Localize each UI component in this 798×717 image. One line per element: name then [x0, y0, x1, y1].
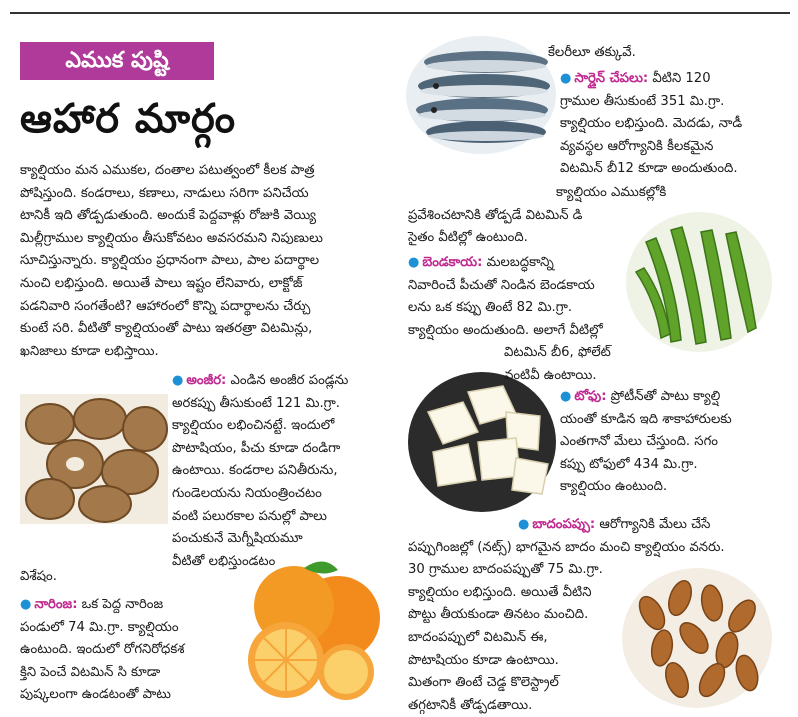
anjeera-last: విశేషం.	[20, 569, 57, 584]
okra-image	[626, 212, 772, 352]
anjeera-line: క్యాల్షియం లభించినట్టే. ఇందులో	[172, 418, 335, 434]
sardine-line: గ్రాముల తీసుకుంటే 351 మి.గ్రా.	[560, 93, 725, 109]
sardine-continued: క్యాల్షియం ఎముకల్లోకి ప్రవేశించటానికి తోడ్పడే విటమిన్ డి సైతం వీటిల్లో ఉంటుంది.	[408, 182, 634, 250]
sardine-first: వీటిని 120	[652, 71, 711, 86]
baadampappu-line: పొటాషియం కూడా ఉంటాయి.	[408, 652, 559, 668]
baadampappu-line: బాదంపప్పులో విటమిన్ ఈ,	[408, 629, 548, 645]
anjeera-first: ఎండిన అంజీర పండ్లను	[230, 373, 349, 388]
baadampappu-line: 30 గ్రాముల బాదంపప్పుతో 75 మి.గ్రా.	[408, 562, 603, 578]
sardine-line: క్యాల్షియం లభిస్తుంది. మెదడు, నాడీ	[560, 116, 743, 132]
intro-line: కుంటే సరి. వీటితో క్యాల్షియంతో పాటు ఇతరత్రా విటమిన్లు,	[20, 321, 313, 337]
sardine-section	[560, 68, 774, 181]
bendakaaya-first: మలబద్ధకాన్ని	[486, 255, 554, 270]
naarinja-line: క్తిని పెంచే విటమిన్ సి కూడా	[20, 664, 161, 680]
anjeera-label: అంజీర:	[186, 373, 227, 388]
intro-paragraph	[20, 160, 394, 363]
anjeera-line: గుండెలయను నియంత్రించటం	[172, 485, 322, 501]
baadampappu-section	[408, 514, 774, 717]
bullet-icon: ●	[408, 255, 420, 270]
bullet-icon: ●	[20, 597, 32, 612]
intro-line: సూచిస్తున్నారు. క్యాల్షియం ప్రధానంగా పాలు, పాల పదార్థాల	[20, 253, 320, 269]
sardine-label: సార్డైన్ చేపలు:	[574, 71, 649, 86]
sardine-line: వ్యవస్థల ఆరోగ్యానికి కీలకమైన	[560, 138, 714, 154]
bullet-icon: ●	[518, 517, 530, 532]
intro-line: క్యాల్షియం మన ఎముకల, దంతాల పటుత్వంలో కీలక పాత్ర	[20, 163, 315, 178]
anjeera-line: వీటితో లభిస్తుండటం	[172, 553, 276, 569]
bullet-icon: ●	[560, 71, 572, 86]
anjeera-line: పంచుకునే మెగ్నీషియమూ	[172, 531, 303, 547]
bullet-icon: ●	[560, 389, 572, 404]
bendakaaya-line: వంటివీ ఉంటాయి.	[504, 367, 597, 383]
bendakaaya-line: నివారించే పీచుతో నిండిన బెండకాయ	[408, 277, 595, 293]
naarinja-label: నారింజ:	[34, 597, 78, 612]
baadampappu-line: క్యాల్షియం లభిస్తుంది. అయితే వీటిని	[408, 584, 592, 600]
intro-line: టానికీ ఇది తోడ్పడుతుంది. అందుకే పెద్దవాళ్లు రోజుకి వెయ్యి	[20, 208, 317, 224]
section-tag: ఎముక పుష్టి	[20, 42, 214, 80]
bendakaaya-section	[408, 252, 628, 388]
tofu-label: టోఫు:	[574, 389, 607, 404]
intro-line: ఖనిజాలు కూడా లభిస్తాయి.	[20, 343, 159, 359]
tofu-image	[408, 372, 556, 512]
baadampappu-line: మితంగా తింటే చెడ్డ కొలెస్ట్రాల్	[408, 675, 559, 691]
baadampappu-line: తగ్గటానికీ తోడ్పడతాయి.	[408, 697, 533, 713]
intro-line: పోషిస్తుంది. కండరాలు, కణాలు, నాడులు సరిగా పనిచేయ	[20, 185, 309, 201]
intro-line: మిల్లీగ్రాముల క్యాల్షియం తీసుకోవటం అవసరమని నిపుణులు	[20, 230, 323, 246]
tofu-first: ప్రోటీన్‌తో పాటు క్యాల్షి	[610, 389, 721, 404]
sardine-line: ప్రవేశించటానికి తోడ్పడే విటమిన్ డి	[408, 207, 583, 223]
naarinja-line: పుష్కలంగా ఉండటంతో పాటు	[20, 687, 171, 703]
bullet-icon: ●	[172, 373, 184, 388]
sardine-line: సైతం వీటిల్లో ఉంటుంది.	[408, 230, 528, 246]
intro-line: నుంచి లభిస్తుంది. అయితే పాలు ఇష్టం లేనివారు, లాక్టోజ్	[20, 275, 303, 291]
naarinja-section	[20, 594, 234, 707]
naarinja-line: పండులో 74 మి.గ్రా. క్యాల్షియం	[20, 619, 179, 635]
bendakaaya-line: లను ఒక కప్పు తింటే 82 మి.గ్రా.	[408, 300, 573, 316]
right-top-line: కేలరీలూ తక్కువే.	[548, 45, 636, 60]
baadampappu-first: ఆరోగ్యానికి మేలు చేసే	[599, 517, 711, 532]
dried-figs-image	[20, 394, 168, 524]
page-title: ఆహార మార్గం	[20, 96, 237, 142]
sardine-fish-image	[406, 36, 556, 154]
tofu-section	[560, 386, 774, 499]
baadampappu-label: బాదంపప్పు:	[532, 517, 596, 532]
bendakaaya-line: క్యాల్షియం అందుతుంది. అలాగే వీటిల్లో	[408, 322, 603, 338]
top-rule	[10, 12, 790, 14]
bendakaaya-line: విటమిన్ బీ6, ఫోలేట్	[504, 345, 611, 361]
tofu-line: కప్పు టోఫులో 434 మి.గ్రా.	[560, 456, 698, 472]
tofu-line: యంతో కూడిన ఇది శాకాహారులకు	[560, 411, 732, 427]
naarinja-first: ఒక పెద్ద నారింజ	[81, 597, 164, 612]
baadampappu-line: పొట్టు తీయకుండా తినటం మంచిది.	[408, 607, 589, 623]
intro-line: పడనివారి సంగతేంటి? ఆహారంలో కొన్ని పదార్థాలను చేర్చు	[20, 298, 311, 314]
anjeera-line: ఉంటాయి. కండరాల పనితీరును,	[172, 463, 338, 479]
bendakaaya-label: బెండకాయ:	[422, 255, 483, 270]
anjeera-line: అరకప్పు తీసుకుంటే 121 మి.గ్రా.	[172, 395, 340, 411]
anjeera-line: పొటాషియం, పీచు కూడా దండిగా	[172, 440, 341, 456]
sardine-line: విటమిన్ బీ12 కూడా అందుతుంది.	[560, 161, 738, 177]
naarinja-line: ఉంటుంది. ఇందులో రోగనిరోధకశ	[20, 642, 185, 658]
tofu-line: ఎంతగానో మేలు చేస్తుంది. సగం	[560, 434, 718, 450]
anjeera-line: వంటి పలురకాల పనుల్లో పాలు	[172, 508, 327, 524]
baadampappu-line: పప్పుగింజల్లో (నట్స్) భాగమైన బాదం మంచి క్యాల్షియం వనరు.	[408, 539, 725, 555]
tofu-line: క్యాల్షియం ఉంటుంది.	[560, 479, 668, 495]
orange-image	[234, 554, 382, 702]
anjeera-section	[172, 370, 394, 573]
